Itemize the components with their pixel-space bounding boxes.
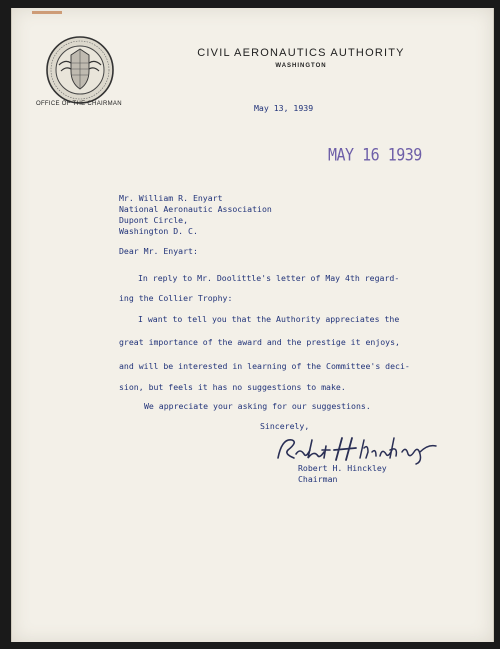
signer-name: Robert H. Hinckley xyxy=(298,463,387,473)
handwritten-signature xyxy=(272,432,442,466)
body-line: I want to tell you that the Authority appreciates the xyxy=(138,314,400,324)
recipient-line: Washington D. C. xyxy=(119,226,198,236)
received-date-stamp: MAY 16 1939 xyxy=(328,145,422,165)
letter-date: May 13, 1939 xyxy=(254,103,314,113)
signer-title: Chairman xyxy=(298,474,338,484)
paper-mark xyxy=(32,11,62,14)
closing: Sincerely, xyxy=(260,421,310,431)
recipient-line: Mr. William R. Enyart xyxy=(119,193,223,203)
body-line: We appreciate your asking for our suggestions. xyxy=(144,401,371,411)
body-line: ing the Collier Trophy: xyxy=(119,293,233,303)
body-line: In reply to Mr. Doolittle's letter of May 4th regard- xyxy=(138,273,400,283)
agency-city: WASHINGTON xyxy=(275,63,327,69)
body-line: and will be interested in learning of the Committee's deci- xyxy=(119,361,410,371)
seal-icon xyxy=(45,35,115,105)
office-line: OFFICE OF THE CHAIRMAN xyxy=(36,101,122,107)
body-line: great importance of the award and the prestige it enjoys, xyxy=(119,337,400,347)
recipient-line: Dupont Circle, xyxy=(119,215,189,225)
recipient-line: National Aeronautic Association xyxy=(119,204,272,214)
agency-name: CIVIL AERONAUTICS AUTHORITY xyxy=(197,47,405,59)
salutation: Dear Mr. Enyart: xyxy=(119,246,198,256)
body-line: sion, but feels it has no suggestions to make. xyxy=(119,382,346,392)
